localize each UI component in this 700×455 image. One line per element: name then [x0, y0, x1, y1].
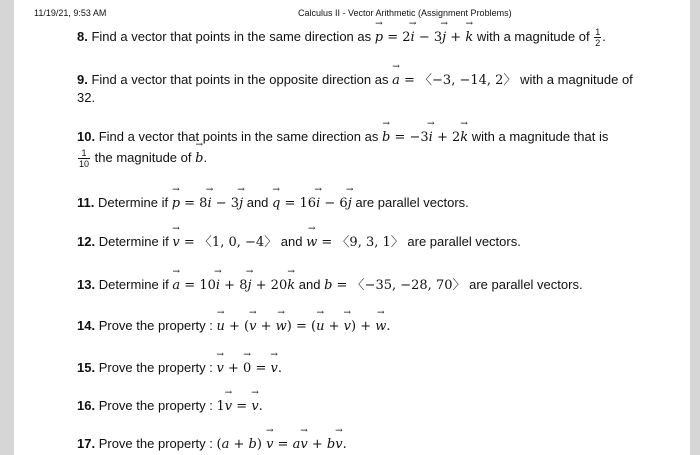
problem-text: Find a vector that points in the opposite direction as — [91, 72, 389, 87]
problem-text: 32. — [77, 90, 96, 105]
math-expression: → q = 16→ i − 6→ j — [272, 196, 352, 211]
fraction-one-tenth: $\frac{1}{10}$ — [79, 148, 90, 170]
problem-12 — [77, 232, 647, 253]
problem-text: Find a vector that points in the same direction as — [91, 29, 372, 44]
problem-number: 11. — [77, 195, 95, 210]
problem-text: with a magnitude of — [520, 72, 633, 87]
problem-text: Determine if — [98, 234, 169, 249]
print-header — [14, 8, 690, 22]
math-expression: → v = 〈1, 0, −4〉 — [172, 235, 277, 250]
math-expression: (a + b) → v = a→ v + b→ v. — [217, 437, 347, 452]
math-expression: → w = 〈9, 3, 1〉 — [306, 235, 404, 250]
problem-number: 8. — [77, 29, 88, 44]
problem-number: 12. — [77, 234, 96, 249]
math-expression: b = 〈−35, −28, 70〉 — [324, 278, 466, 293]
problem-number: 14. — [77, 318, 96, 333]
math-expression: → a = 10→ i + 8→ j + 20→ k — [172, 278, 295, 293]
math-expression: → v + → 0 = → v. — [217, 361, 282, 376]
problem-14 — [77, 316, 647, 337]
problem-17 — [77, 434, 647, 455]
page-left-margin — [0, 0, 14, 455]
problem-10 — [77, 127, 647, 148]
problem-13 — [77, 275, 647, 296]
problem-text: and — [246, 195, 269, 210]
problem-text: Prove the property : — [98, 398, 213, 413]
math-expression: → b = −3→ i + 2→ k — [382, 130, 468, 145]
problem-text: Determine if — [98, 277, 169, 292]
problem-number: 17. — [77, 436, 96, 451]
math-expression: → b — [195, 149, 203, 169]
math-expression: → p = 8→ i − 3→ j — [172, 196, 243, 211]
problem-text: and — [298, 277, 321, 292]
problem-9-continued — [77, 88, 647, 108]
problem-text: are parallel vectors. — [407, 234, 521, 249]
fraction-one-half: $\frac{1}{2}$ — [595, 27, 601, 49]
problem-text: Prove the property : — [98, 318, 213, 333]
problem-text: and — [280, 234, 303, 249]
print-datetime: 11/19/21, 9:53 AM — [34, 8, 107, 18]
page-right-margin — [690, 0, 700, 455]
math-expression: → p = 2→ i − 3→ j + → k — [375, 30, 473, 45]
problem-number: 9. — [77, 72, 88, 87]
problem-text: Prove the property : — [98, 360, 213, 375]
problem-text: with a magnitude of — [476, 29, 590, 44]
problem-text: the magnitude of — [94, 150, 192, 165]
problem-number: 10. — [77, 129, 96, 144]
problem-8: 8. Find a vector that points in the same direction as → p = 2→ i − 3→ j + → k with a magnitude of $\frac{1}{2}$ . — [77, 27, 647, 48]
problem-11 — [77, 193, 647, 214]
problem-16 — [77, 396, 647, 417]
problem-10-continued: $\frac{1}{10}$ the magnitude of → b. — [77, 148, 647, 169]
problem-text: are parallel vectors. — [469, 277, 583, 292]
problem-number: 16. — [77, 398, 96, 413]
math-expression: → a = 〈−3, −14, 2〉 — [392, 73, 516, 88]
problem-number: 15. — [77, 360, 96, 375]
problem-text: Prove the property : — [98, 436, 213, 451]
problem-text: Determine if — [97, 195, 169, 210]
problem-text: are parallel vectors. — [355, 195, 469, 210]
problem-text: Find a vector that points in the same direction as — [98, 129, 379, 144]
document-title: Calculus II - Vector Arithmetic (Assignment Problems) — [298, 8, 512, 18]
problem-text: with a magnitude that is — [471, 129, 609, 144]
problem-15 — [77, 358, 647, 379]
math-expression: 1→ v = → v. — [217, 399, 263, 414]
problem-number: 13. — [77, 277, 96, 292]
math-expression: → u + (→ v + → w) = (→ u + → v) + → w. — [217, 319, 391, 334]
